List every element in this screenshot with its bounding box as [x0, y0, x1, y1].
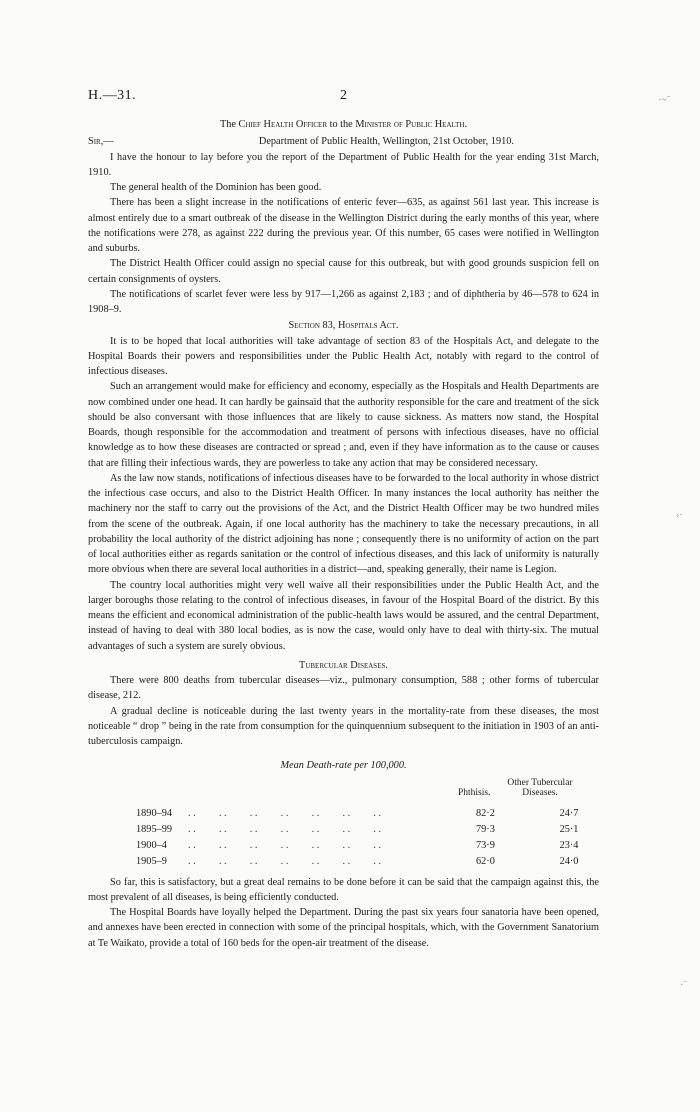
- scan-mark: ·~˜: [658, 95, 671, 106]
- salutation-line: [88, 134, 599, 149]
- table-row: 1895–99 . . . . . . . . . . . . . . 79·3 25·1: [136, 823, 579, 835]
- paragraph: As the law now stands, notifications of infectious diseases have to be forwarded to the local authority in whose district the infectious case occurs, and also to the District Health Officer. In many instances the local authority has neither the machinery nor the staff to carry out the provisions of the Act, and the District Health Officer may be two hundred miles from the scene of the outbreak. Again, if one local authority has the machinery to take the necessary precautions, in all probability the local authority of the district adjoining has none ; consequently there is no uniformity of action on the part of local authorities either as regards sanitation or the control of infectious diseases, and this lack of uniformity is naturally more obvious when there are several local authorities in a district—and, speaking generally, their name is Legion.: [88, 472, 599, 576]
- paragraph: The general health of the Dominion has been good.: [110, 182, 322, 193]
- report-reference: H.—31.: [88, 88, 137, 103]
- paragraph: I have the honour to lay before you the report of the Department of Public Health for the year ending 31st March, 1910.: [88, 151, 599, 178]
- paragraph: It is to be hoped that local authorities will take advantage of section 83 of the Hospitals Act, and delegate to the Hospital Boards their powers and responsibilities under the Public Health Act, notably with regard to the control of infectious diseases.: [88, 335, 599, 377]
- page-header: [88, 88, 640, 108]
- scan-mark: ›·: [676, 510, 683, 521]
- paragraph: The District Health Officer could assign no special cause for this outbreak, but with good grounds suspicion fell on certain consignments of oysters.: [88, 258, 599, 285]
- section-heading: Section 83, Hospitals Act.: [288, 320, 399, 332]
- tubercular-section: [88, 673, 599, 749]
- salutation: Sir,—: [88, 136, 114, 148]
- paragraph: A gradual decline is noticeable during the last twenty years in the mortality-rate from these diseases, the most noticeable “ drop ” being in the rate from consumption for the quinquennium subsequent to the initiation in 1903 of an anti-tuberculosis campaign.: [88, 705, 599, 747]
- hospitals-act-section: [88, 334, 599, 654]
- table-row: 1905–9 . . . . . . . . . . . . . . 62·0 24·0: [136, 855, 579, 867]
- scan-mark: ·˜: [680, 980, 687, 991]
- paragraph: Such an arrangement would make for efficiency and economy, especially as the Hospitals and Health Departments are now combined under one head. It can hardly be gainsaid that the authority responsible for the care and treatment of the sick should be also conversant with those influences that are likely to cause sickness. As matters now stand, the Hospital Boards, though responsible for the accommodation and treatment of persons with infectious diseases, have no official knowledge as to how these diseases are contracted or spread ; and, even if they have information as to the cause or causes that are filling their infectious wards, they are powerless to take any action that may be considered necessary.: [88, 381, 599, 469]
- dateline: Department of Public Health, Wellington, 21st October, 1910.: [258, 136, 514, 148]
- table-title: Mean Death-rate per 100,000.: [280, 760, 407, 772]
- page-number: 2: [340, 88, 347, 103]
- report-body: [88, 117, 599, 951]
- closing-section: [88, 875, 599, 951]
- intro-section: [88, 150, 599, 318]
- paragraph: The country local authorities might very well waive all their responsibilities under the Public Health Act, and the larger boroughs those relating to the control of infectious diseases, in favour of the Hospital Board of the district. By this means the efficient and economical administration of the public-health laws would be assured, and the central Department, instead of having to deal with 380 local bodies, as is now the case, would only have to deal with thirty-six. The mutual advantages of such a system are surely obvious.: [88, 579, 599, 652]
- letter-title: The Chief Health Officer to the Minister of Public Health.: [219, 119, 468, 130]
- table-row: 1900–4 . . . . . . . . . . . . . . 73·9 23·4: [136, 839, 579, 851]
- paragraph: The Hospital Boards have loyally helped the Department. During the past six years four sanatoria have been opened, and annexes have been erected in connection with some of the principal hospitals, which, with the Government Sanatorium at Te Waikato, provide a total of 160 beds for the open-air treatment of the disease.: [88, 907, 599, 949]
- death-rate-table: [88, 774, 599, 867]
- column-header-phthisis: Phthisis.: [458, 787, 491, 798]
- paragraph: So far, this is satisfactory, but a great deal remains to be done before it can be said that the campaign against this, the most prevalent of all diseases, is being efficiently conducted.: [88, 876, 599, 903]
- paragraph: There has been a slight increase in the notifications of enteric fever—635, as against 561 last year. This increase is almost entirely due to a smart outbreak of the disease in the Wellington District during the early months of this year, where the notifications were 278, as against 222 during the previous year. Of this number, 65 cases were notified in Wellington and suburbs.: [88, 197, 599, 254]
- column-header-other: Other Tubercular Diseases.: [507, 777, 573, 798]
- paragraph: There were 800 deaths from tubercular diseases—viz., pulmonary consumption, 588 ; other forms of tubercular disease, 212.: [88, 675, 599, 702]
- table-row: 1890–94 . . . . . . . . . . . . . . 82·2 24·7: [136, 807, 579, 819]
- paragraph: The notifications of scarlet fever were less by 917—1,266 as against 2,183 ; and of diphtheria by 46—578 to 624 in 1908–9.: [88, 288, 599, 315]
- section-heading: Tubercular Diseases.: [299, 659, 388, 671]
